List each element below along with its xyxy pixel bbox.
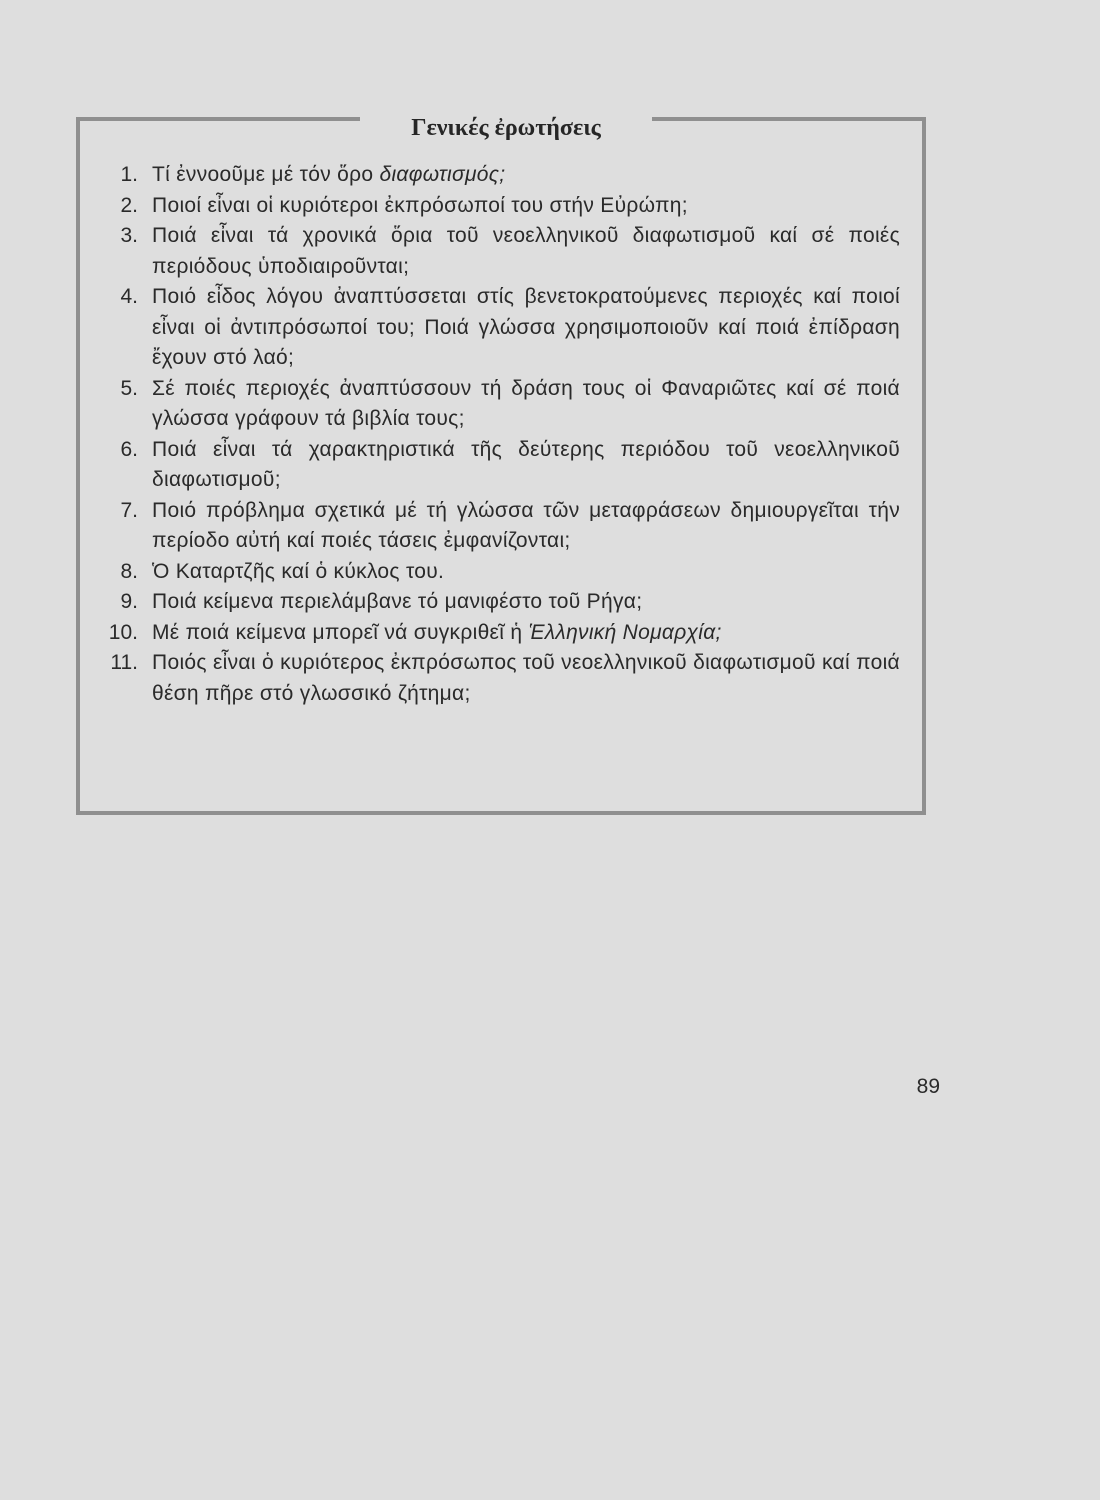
question-number: 2. (120, 193, 138, 217)
question-text: Ὁ Καταρτζῆς καί ὁ κύκλος του. (152, 559, 445, 583)
question-text: Σέ ποιές περιοχές ἀναπτύσσουν τή δράση τους οἱ Φαναριῶτες καί σέ ποιά γλώσσα γράφουν τά βιβλία τους; (152, 376, 900, 430)
question-number: 5. (120, 376, 138, 400)
question-number: 9. (120, 590, 138, 613)
questions-list (100, 160, 900, 709)
question-number: 7. (120, 498, 138, 522)
question-number: 4. (120, 285, 138, 308)
question-text: Ποιά εἶναι τά χαρακτηριστικά τῆς δεύτερης περιόδου τοῦ νεοελληνικοῦ διαφωτισμοῦ; (152, 437, 900, 491)
question-text: Ποιό πρόβλημα σχετικά μέ τή γλώσσα τῶν μεταφράσεων δημιουργεῖται τήν περίοδο αὐτή καί ποιές τάσεις ἐμφανίζονται; (152, 498, 900, 552)
question-text: Μέ ποιά κείμενα μπορεῖ νά συγκριθεῖ ἡ Ἑλληνική Νομαρχία; (152, 620, 722, 644)
question-number: 6. (120, 437, 138, 461)
question-text: Ποιά κείμενα περιελάμβανε τό μανιφέστο τοῦ Ρήγα; (152, 590, 643, 613)
list-item (100, 282, 900, 374)
question-number: 1. (120, 163, 138, 186)
question-number: 8. (120, 559, 138, 583)
question-text: Ποιοί εἶναι οἱ κυριότεροι ἐκπρόσωποί του στήν Εὐρώπη; (152, 193, 688, 217)
list-item (100, 221, 900, 282)
list-item (100, 160, 900, 191)
question-text: Ποιά εἶναι τά χρονικά ὅρια τοῦ νεοελληνικοῦ διαφωτισμοῦ καί σέ ποιές περιόδους ὑποδιαιροῦνται; (152, 224, 900, 278)
page-number: 89 (916, 1075, 940, 1098)
list-item (100, 648, 900, 709)
question-number: 10. (108, 620, 138, 644)
list-item (100, 587, 900, 618)
list-item (100, 435, 900, 496)
question-number: 3. (120, 224, 138, 247)
question-text: Τί ἐννοοῦμε μέ τόν ὅρο διαφωτισμός; (152, 163, 506, 186)
question-text: Ποιός εἶναι ὁ κυριότερος ἐκπρόσωπος τοῦ νεοελληνικοῦ διαφωτισμοῦ καί ποιά θέση πῆρε στό γλωσσικό ζήτημα; (152, 651, 900, 705)
question-text: Ποιό εἶδος λόγου ἀναπτύσσεται στίς βενετοκρατούμενες περιοχές καί ποιοί εἶναι οἱ ἀντιπρόσωποί του; Ποιά γλώσσα χρησιμοποιοῦν καί ποιά ἐπίδραση ἔχουν στό λαό; (152, 285, 900, 369)
list-item (100, 618, 900, 649)
list-item (100, 496, 900, 557)
list-item (100, 374, 900, 435)
question-number: 11. (110, 651, 138, 674)
list-item (100, 191, 900, 222)
list-item (100, 557, 900, 588)
section-title: Γενικές ἐρωτήσεις (360, 113, 652, 143)
